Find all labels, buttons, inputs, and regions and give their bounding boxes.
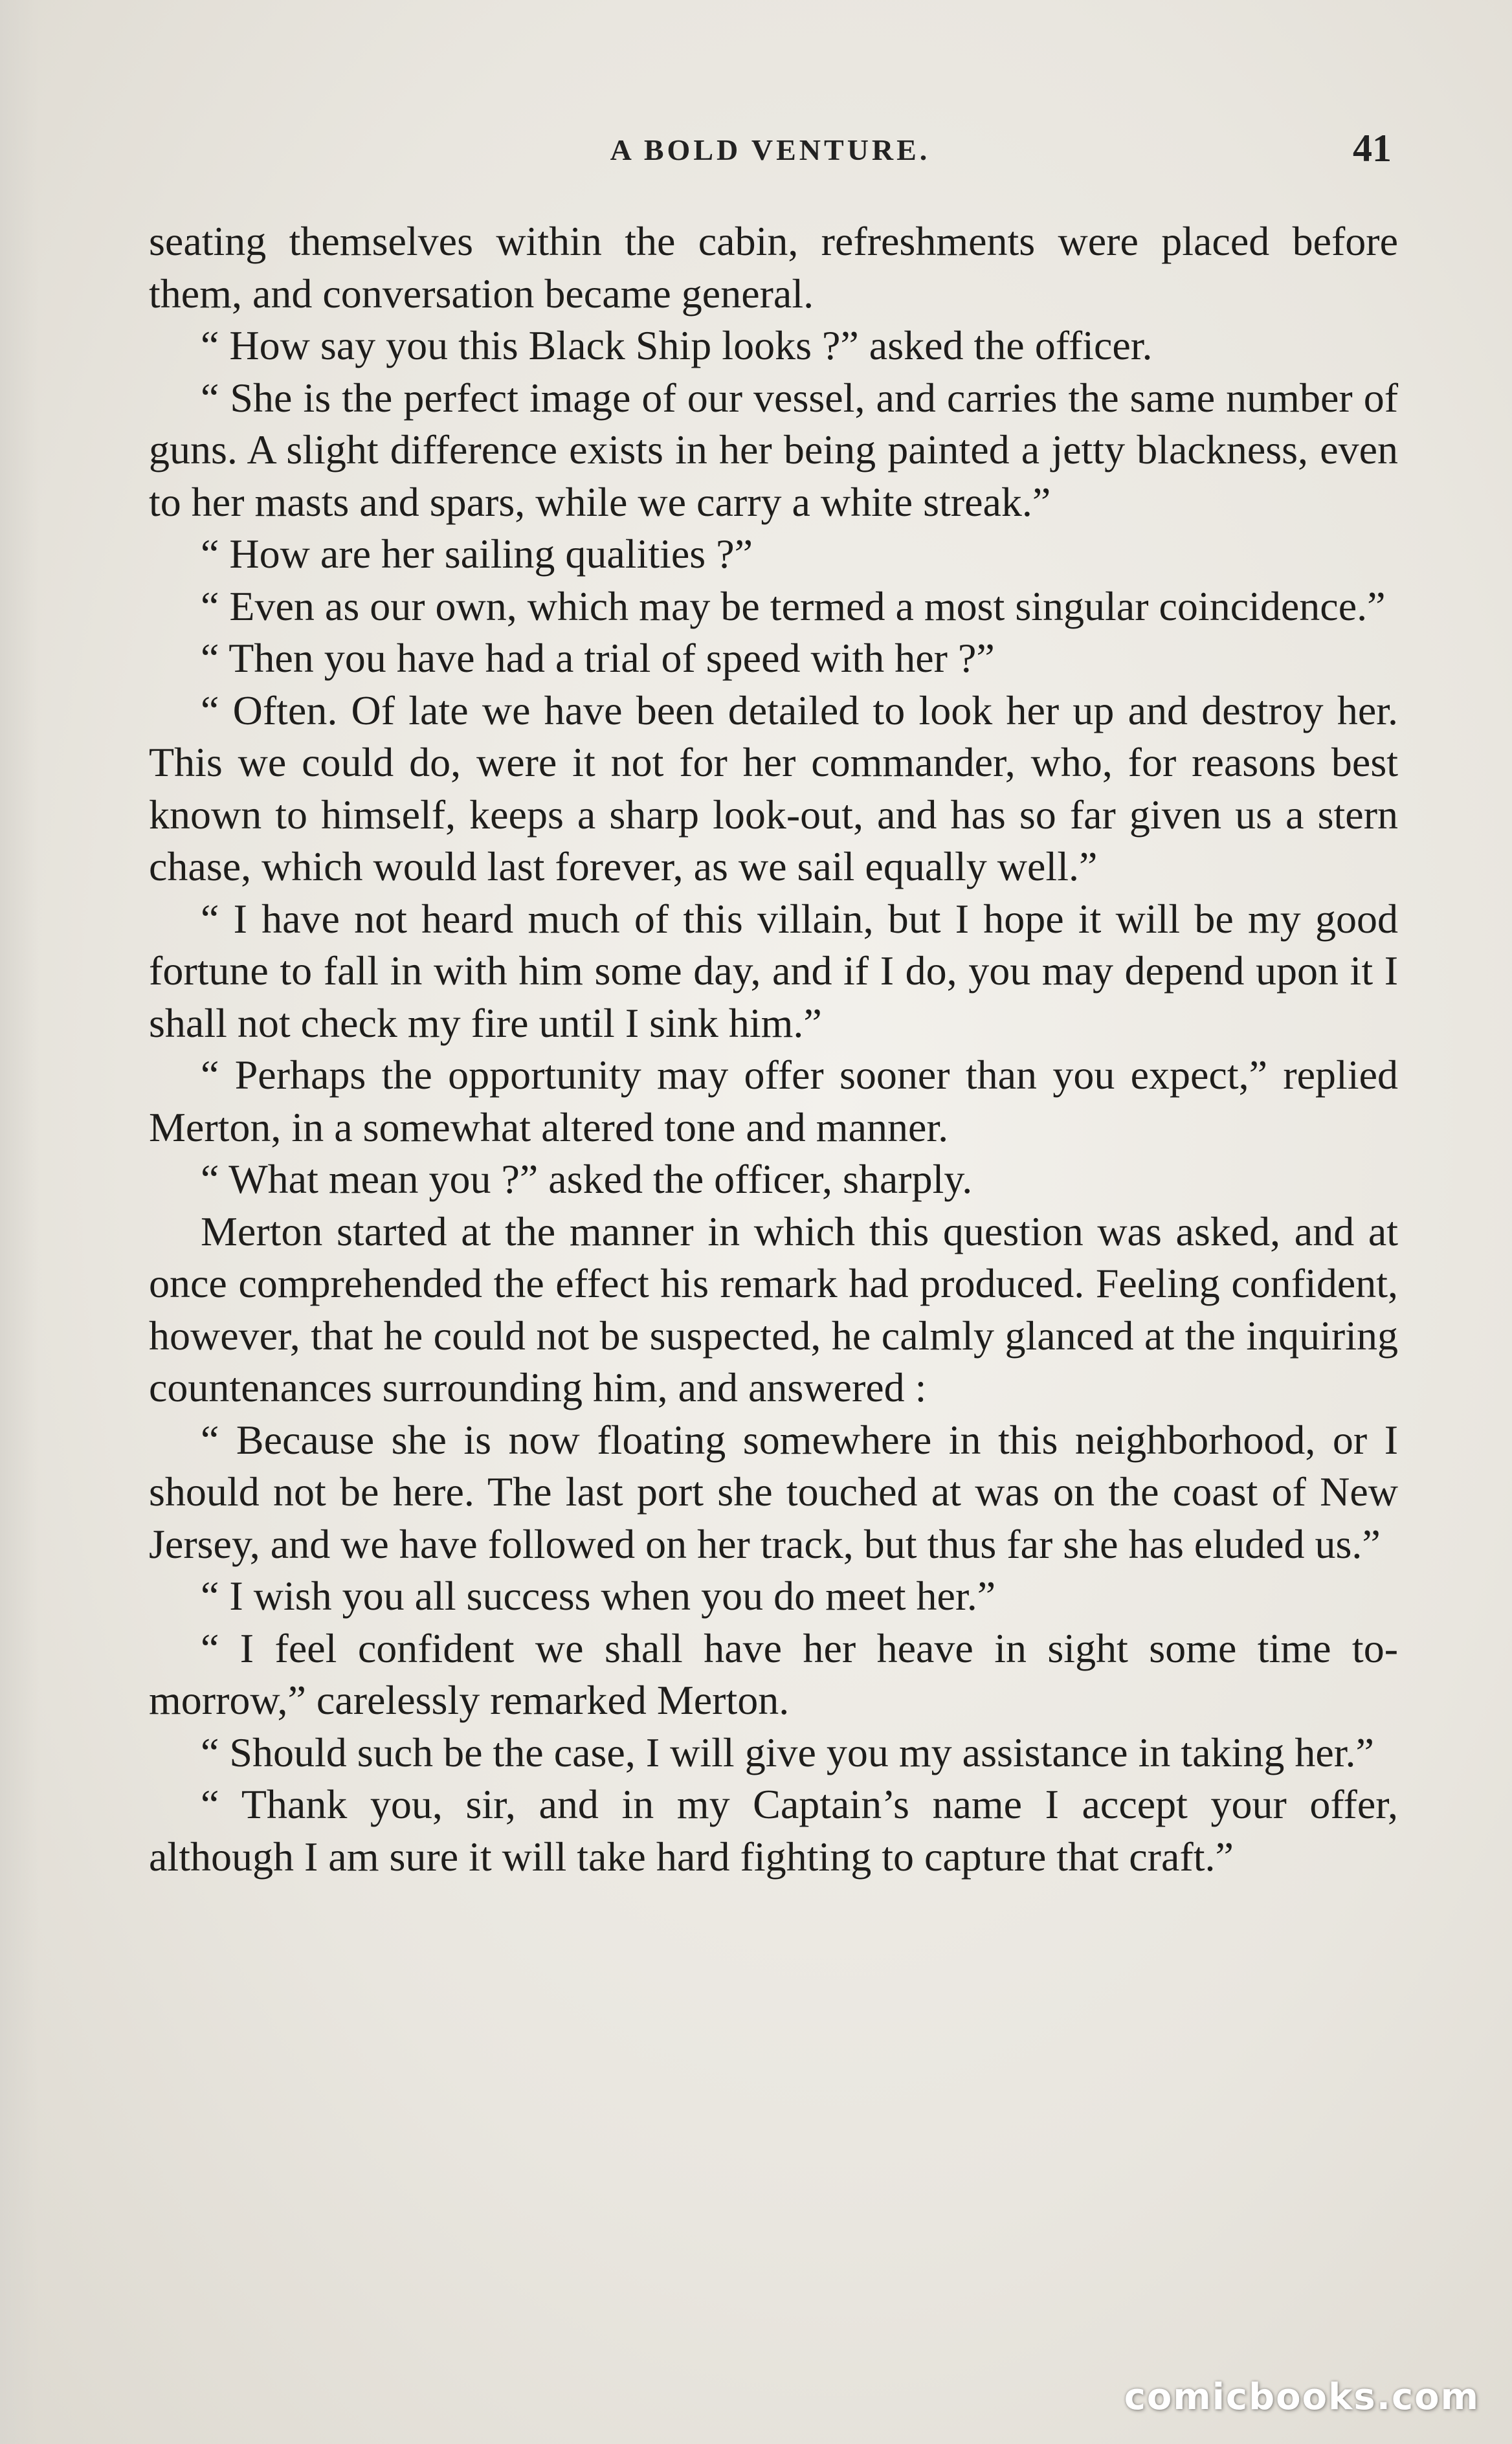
paragraph: seating themselves within the cabin, refreshments were placed before them, and conversation became general. xyxy=(149,218,1398,317)
page-edge-shadow xyxy=(0,0,39,2444)
paragraph: “ Should such be the case, I will give you my assistance in taking her.” xyxy=(201,1729,1374,1775)
paragraph: “ Often. Of late we have been detailed to look her up and destroy her. This we could do, were it not for her commander, who, for reasons best known to himself, keeps a sharp look-out, and has so far given us a stern chase, which would last forever, as we sail equally well.” xyxy=(149,687,1398,889)
page-header xyxy=(149,126,1392,178)
running-head: A BOLD VENTURE. xyxy=(610,133,931,166)
paragraph: “ Thank you, sir, and in my Captain’s name I accept your offer, although I am sure it will take hard fighting to capture that craft.” xyxy=(149,1781,1398,1880)
paragraph: “ What mean you ?” asked the officer, sharply. xyxy=(201,1156,973,1202)
paragraph: “ How say you this Black Ship looks ?” asked the officer. xyxy=(201,322,1153,368)
body-text xyxy=(149,216,1398,1883)
paragraph: “ I wish you all success when you do meet her.” xyxy=(201,1573,996,1619)
paragraph: “ How are her sailing qualities ?” xyxy=(201,531,753,577)
paragraph: “ I have not heard much of this villain, but I hope it will be my good fortune to fall in with him some day, and if I do, you may depend upon it I shall not check my fire until I sink him.” xyxy=(149,895,1398,1046)
paragraph: “ Because she is now floating somewhere in this neighborhood, or I should not be here. The last port she touched at was on the coast of New Jersey, and we have followed on her track, but thus far she has eluded us.” xyxy=(149,1416,1398,1567)
paragraph: Merton started at the manner in which this question was asked, and at once comprehended the effect his remark had produced. Feeling confident, however, that he could not be suspected, he calmly glanced at the inquiring countenances surrounding him, and answered : xyxy=(149,1208,1398,1410)
source-watermark: comicbooks.com xyxy=(1124,2376,1480,2418)
paragraph: “ She is the perfect image of our vessel, and carries the same number of guns. A slight difference exists in her being painted a jetty blackness, even to her masts and spars, while we carry a white streak.” xyxy=(149,374,1398,525)
paragraph: “ Then you have had a trial of speed with her ?” xyxy=(201,635,995,681)
paragraph: “ Even as our own, which may be termed a most singular coincidence.” xyxy=(201,583,1386,629)
paragraph: “ Perhaps the opportunity may offer sooner than you expect,” replied Merton, in a somewhat altered tone and manner. xyxy=(149,1052,1398,1150)
page-number: 41 xyxy=(1353,127,1392,170)
paragraph: “ I feel confident we shall have her heave in sight some time to-morrow,” carelessly remarked Merton. xyxy=(149,1625,1398,1723)
